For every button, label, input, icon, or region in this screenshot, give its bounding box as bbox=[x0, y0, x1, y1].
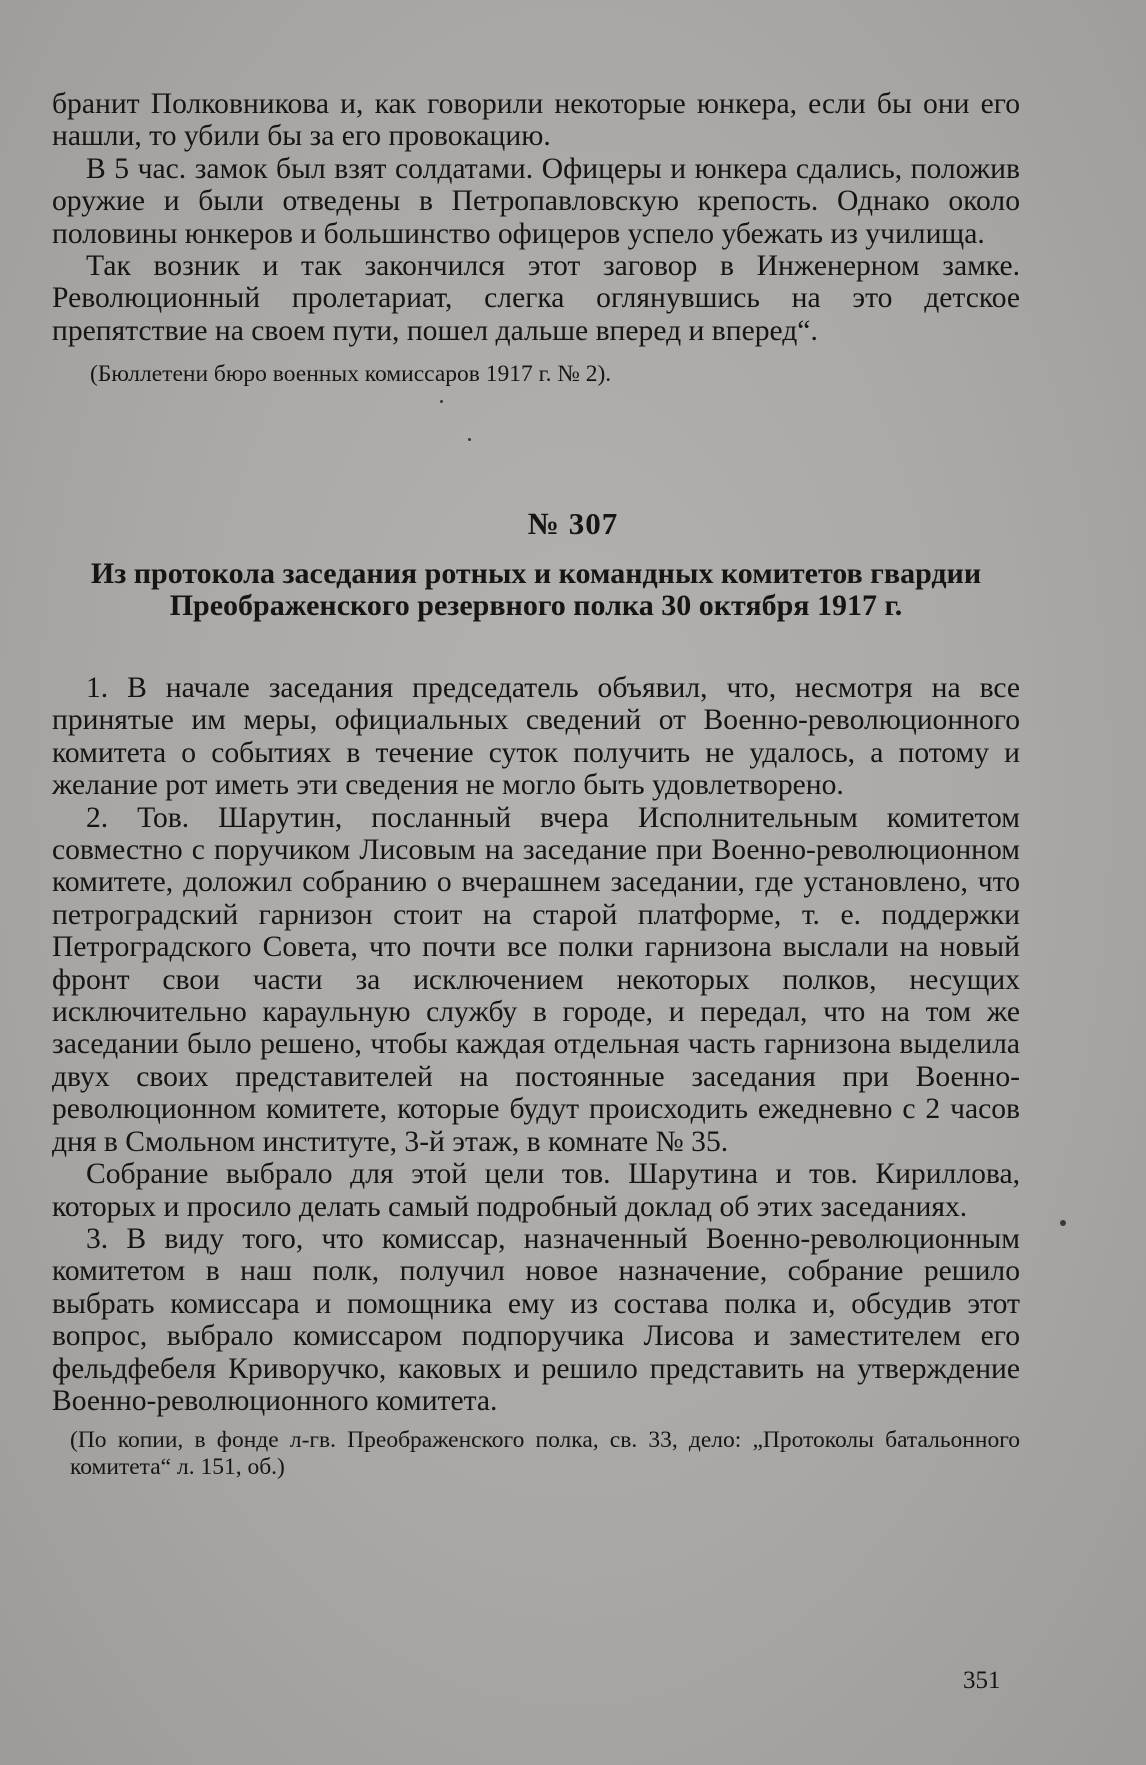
protocol-item-3: 3. В виду того, что комиссар, назначенный Военно-революционным комитетом в наш полк, получил новое назначение, собрание решило выбрать комиссара и помощника ему из состава полка и, обсудив этот вопрос, выбрало комиссаром подпоручика Лисова и заместителем его фельдфебеля Криворучко, каковых и решило представить на утверждение Военно-революционного комитета. bbox=[52, 1222, 1020, 1417]
paragraph-continued: бранит Полковникова и, как говорили некоторые юнкера, если бы они его нашли, то убили бы за его провокацию. bbox=[52, 88, 1020, 153]
ink-speck bbox=[468, 438, 471, 441]
source-citation-2: (По копии, в фонде л-гв. Преображенского полка, св. 33, дело: „Протоколы батальонного комитета“ л. 151, об.) bbox=[70, 1427, 1020, 1481]
protocol-body bbox=[52, 672, 1020, 1481]
document-title: Из протокола заседания ротных и командных комитетов гвардии Преображенского резервного полка 30 октября 1917 г. bbox=[90, 557, 982, 622]
page-number: 351 bbox=[963, 1667, 1001, 1694]
protocol-election: Собрание выбрало для этой цели тов. Шарутина и тов. Кириллова, которых и просило делать самый подробный доклад об этих заседаниях. bbox=[52, 1158, 1020, 1223]
source-citation-1: (Бюллетени бюро военных комиссаров 1917 г. № 2). bbox=[90, 361, 612, 388]
protocol-item-1: 1. В начале заседания председатель объявил, что, несмотря на все принятые им меры, официальных сведений от Военно-революционного комитета о событиях в течение суток получить не удалось, а потому и желание рот иметь эти сведения не могло быть удовлетворено. bbox=[52, 672, 1020, 802]
ink-speck bbox=[1060, 1220, 1066, 1226]
paragraph-conspiracy-end: Так возник и так закончился этот заговор в Инженерном замке. Революционный пролетариат, слегка оглянувшись на это детское препятствие на своем пути, пошел дальше вперед и вперед“. bbox=[52, 250, 1020, 347]
ink-speck bbox=[440, 400, 443, 403]
protocol-item-2: 2. Тов. Шарутин, посланный вчера Исполнительным комитетом совместно с поручиком Лисовым на заседание при Военно-революционном комитете, доложил собранию о вчерашнем заседании, где установлено, что петроградский гарнизон стоит на старой платформе, т. е. поддержки Петроградского Совета, что почти все полки гарнизона выслали на новый фронт свои части за исключением некоторых полков, несущих исключительно караульную службу в городе, и передал, что на том же заседании было решено, чтобы каждая отдельная часть гарнизона выделила двух своих представителей на постоянные заседания при Военно-революционном комитете, которые будут происходить ежедневно с 2 часов дня в Смольном институте, 3-й этаж, в комнате № 35. bbox=[52, 801, 1020, 1158]
continuation-text bbox=[52, 88, 1020, 388]
document-number: № 307 bbox=[527, 506, 619, 541]
paragraph-castle-taken: В 5 час. замок был взят солдатами. Офицеры и юнкера сдались, положив оружие и были отведены в Петропавловскую крепость. Однако около половины юнкеров и большинство офицеров успело убежать из училища. bbox=[52, 152, 1020, 250]
